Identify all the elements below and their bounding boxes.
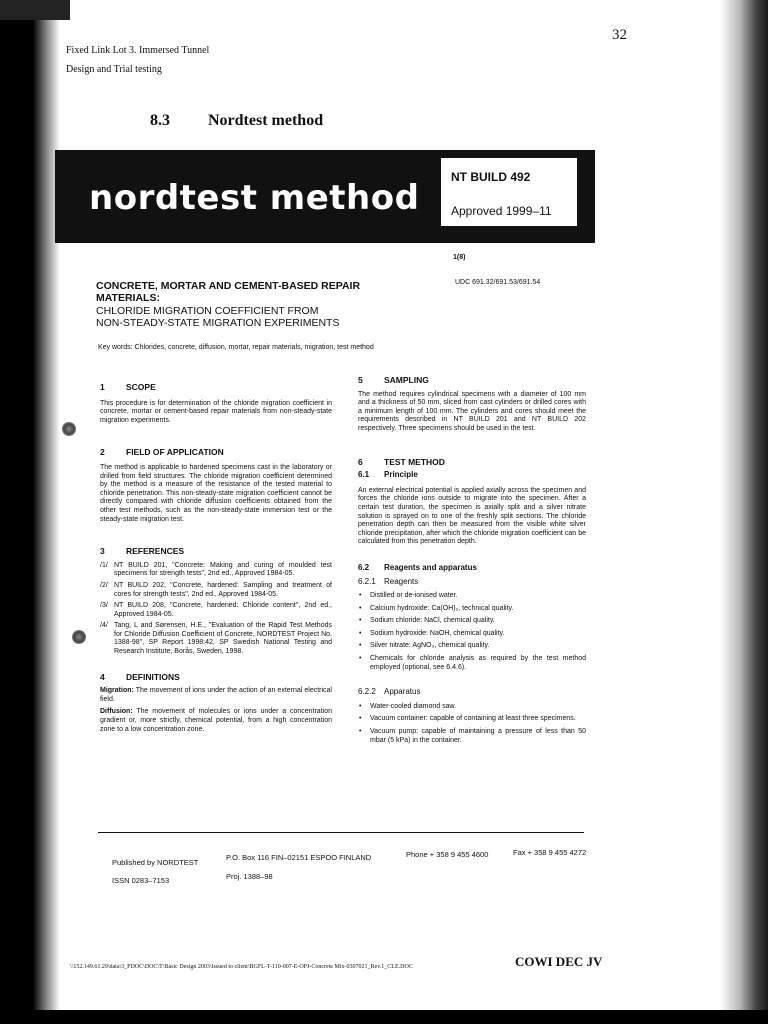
references-heading xyxy=(100,547,332,556)
nordtest-banner xyxy=(55,150,595,243)
definition-migration: Migration: The movement of ions under the action of an external electrical field. xyxy=(100,687,332,703)
field-heading-text: FIELD OF APPLICATION xyxy=(126,447,224,458)
definitions-heading-text: DEFINITIONS xyxy=(126,671,180,682)
reference-item: /3/ NT BUILD 208, "Concrete, hardened: Chloride content", 2nd ed., Approved 1984-05. xyxy=(100,602,332,618)
reference-item: /4/ Tang, L and Sørensen, H.E., "Evaluation of the Rapid Test Methods for Chloride Diffusion Coefficient of Concrete, NORDTEST Project No. 1388-98", SP Report 1998:42, SP Swedish National Testing and Research Institute, Borås, Sweden, 1998. xyxy=(100,622,332,656)
scope-heading-text: SCOPE xyxy=(126,382,156,392)
references-list xyxy=(100,562,332,657)
document-subtitle-line-1: CHLORIDE MIGRATION COEFFICIENT FROM xyxy=(96,305,319,317)
test-method-number: 6 xyxy=(358,456,363,467)
list-item: • Vacuum pump: capable of maintaining a pressure of less than 50 mbar (5 kPa) in the container. xyxy=(358,728,586,745)
company-signature: COWI DEC JV xyxy=(515,954,603,969)
scan-shadow-bottom xyxy=(0,1010,768,1024)
definitions-heading xyxy=(100,673,332,682)
footer-address: P.O. Box 116 FIN–02151 ESPOO FINLAND xyxy=(226,853,372,862)
field-heading xyxy=(100,448,332,457)
build-number: NT BUILD 492 xyxy=(451,170,531,184)
build-info-box xyxy=(441,158,577,226)
header-line-2: Design and Trial testing xyxy=(66,64,162,75)
reference-item: /2/ NT BUILD 202, "Concrete, hardened: Sampling and treatment of cores for strength tests", 2nd ed., Approved 1984-05. xyxy=(100,581,332,598)
keywords: Key words: Chlorides, concrete, diffusion, mortar, repair materials, migration, test method xyxy=(98,344,374,351)
field-number: 2 xyxy=(100,447,105,458)
scope-text: This procedure is for determination of the chloride migration coefficient in concrete, mortar or cement-based repair materials from non-steady-state migration experiments. xyxy=(100,399,332,424)
punch-hole-top xyxy=(62,422,76,436)
footer-divider xyxy=(98,832,584,833)
section-title: Nordtest method xyxy=(208,112,324,129)
field-text: The method is applicable to hardened specimens cast in the laboratory or drilled from field structures. The chloride migration coefficient determined by the method is a measure of the resistance of the tested material to chloride penetration. This non-steady-state migration coefficient cannot be directly compared with chloride diffusion coefficients obtained from the other test methods, such as the non-steady-state immersion test or the steady-state migration test. xyxy=(100,463,332,523)
document-subtitle-line-2: NON-STEADY-STATE MIGRATION EXPERIMENTS xyxy=(96,317,340,329)
reference-item: /1/ NT BUILD 201, "Concrete: Making and curing of moulded test specimens for strength tests", 2nd ed., Approved 1984-05. xyxy=(100,561,332,578)
test-method-heading xyxy=(358,458,586,467)
apparatus-list xyxy=(358,703,586,745)
references-number: 3 xyxy=(100,546,105,557)
definitions-number: 4 xyxy=(100,671,105,682)
principle-heading: 6.1 Principle xyxy=(358,470,418,480)
header-line-1: Fixed Link Lot 3. Immersed Tunnel xyxy=(66,45,210,56)
apparatus-heading: 6.2.2 Apparatus xyxy=(358,687,421,697)
approved-date: Approved 1999–11 xyxy=(451,204,552,218)
reagents-list xyxy=(358,592,586,672)
reagents-apparatus-heading: 6.2 Reagents and apparatus xyxy=(358,562,477,572)
scan-shadow-top xyxy=(0,0,70,20)
list-item: • Vacuum container: capable of containing at least three specimens. xyxy=(358,715,586,724)
definition-diffusion: Diffusion: The movement of molecules or ions under a concentration gradient or, more strictly, chemical potential, from a high concentration zone to a low concentration zone. xyxy=(100,708,332,733)
sampling-heading-text: SAMPLING xyxy=(384,375,429,385)
column-left xyxy=(100,383,332,734)
scope-heading xyxy=(100,383,332,392)
reagents-heading: 6.2.1 Reagents xyxy=(358,576,419,586)
footer-project: Proj. 1388–98 xyxy=(226,872,273,881)
banner-title: nordtest method xyxy=(89,178,420,218)
sampling-heading xyxy=(358,376,586,385)
footer-issn: ISSN 0283–7153 xyxy=(112,876,170,885)
section-number: 8.3 xyxy=(150,112,170,129)
list-item: • Silver nitrate: AgNO₃, chemical quality. xyxy=(358,642,586,651)
page-indicator: 1(8) xyxy=(453,254,466,261)
list-item: • Sodium chloride: NaCl, chemical quality. xyxy=(358,617,586,626)
list-item: • Distilled or de-ionised water. xyxy=(358,592,586,601)
scan-shadow-left xyxy=(0,0,60,1024)
list-item: • Water-cooled diamond saw. xyxy=(358,703,586,712)
column-right xyxy=(358,376,586,749)
list-item: • Sodium hydroxide: NaOH, chemical quality. xyxy=(358,630,586,639)
footer-phone: Phone + 358 9 455 4600 xyxy=(406,850,489,859)
scope-number: 1 xyxy=(100,382,105,392)
principle-text: An external electrical potential is applied axially across the specimen and forces the chloride ions outside to migrate into the specimen. After a certain test duration, the specimen is axially split and a silver nitrate solution is sprayed on to one of the freshly split sections. The chloride penetration depth can then be measured from the visible white silver chloride precipitation, after which the chloride migration coefficient can be calculated from this penetration depth. xyxy=(358,486,586,546)
udc-code: UDC 691.32/691.53/691.54 xyxy=(455,279,541,286)
footer-fax: Fax + 358 9 455 4272 xyxy=(513,848,587,857)
document-subtitle xyxy=(96,305,396,329)
list-item: • Chemicals for chloride analysis as required by the test method employed (optional, see 6.4.6). xyxy=(358,655,586,672)
list-item: • Calcium hydroxide: Ca(OH)₂, technical quality. xyxy=(358,605,586,614)
file-path: \\152.149.61.29\data\3_PDOC\DOC\T\Basic Design 2003\Issued to client\BGFL-T-110-007-E-OPJ-Concrete Mix-0307021_Rev.1_CLE.DOC xyxy=(70,964,413,970)
test-method-heading-text: TEST METHOD xyxy=(384,456,445,467)
punch-hole-bottom xyxy=(72,630,86,644)
references-heading-text: REFERENCES xyxy=(126,546,185,557)
document-title: CONCRETE, MORTAR AND CEMENT-BASED REPAIR MATERIALS: xyxy=(96,280,361,304)
page-number: 32 xyxy=(612,27,627,43)
sampling-text: The method requires cylindrical specimens with a diameter of 100 mm and a thickness of 50 mm, sliced from cast cylinders or drilled cores with a minimum length of 100 mm. The cylinders and cores should meet the requirements described in NT BUILD 201 and NT BUILD 202 respectively. Three specimens should be used in the test. xyxy=(358,390,586,432)
footer-published: Published by NORDTEST xyxy=(112,858,199,867)
sampling-number: 5 xyxy=(358,375,363,385)
scan-shadow-right xyxy=(720,0,768,1024)
